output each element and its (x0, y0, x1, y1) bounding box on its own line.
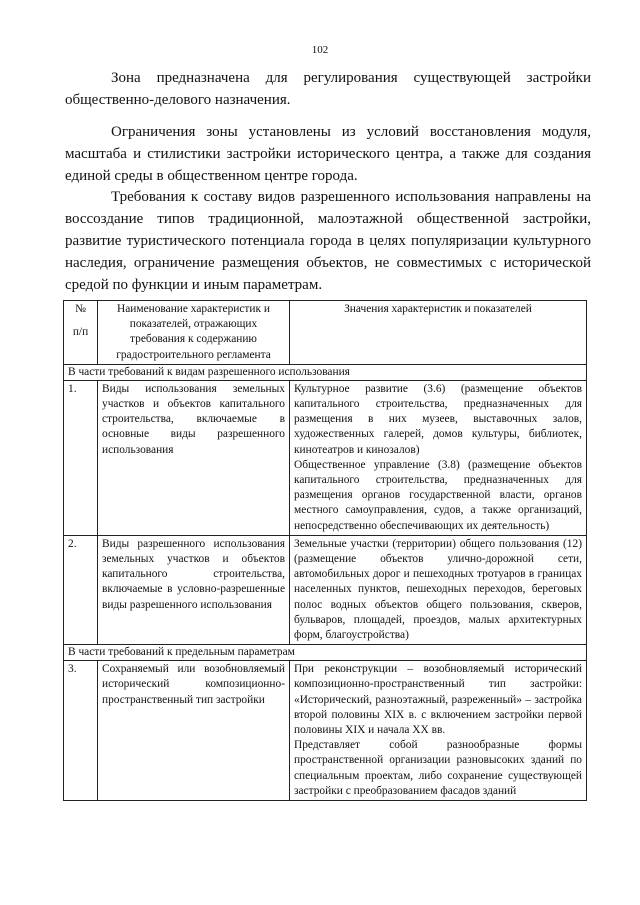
header-number-cell (64, 301, 98, 365)
row-name: Виды использования земельных участков и объектов капитального строительства, включаемые в основные виды разрешенного использования (98, 380, 290, 535)
table-row (64, 380, 587, 535)
section-title: В части требований к предельным параметрам (64, 645, 587, 661)
value-item: При реконструкции – возобновляемый исторический композиционно-пространственный тип застройки: «Исторический, разноэтажный, разреженный» – застройка второй половины XIX в. с включением застройки первой половины XIX и начала XX вв. (294, 663, 582, 737)
value-item: Культурное развитие (3.6) (размещение объектов капитального строительства, предназначенных для размещения в них музеев, выставочных залов, художественных галерей, домов культуры, библиотек, кинотеатров и кинозалов) (294, 382, 582, 456)
row-number: 2. (64, 535, 98, 644)
row-value (290, 661, 587, 801)
row-name: Виды разрешенного использования земельных участков и объектов капитального строительства, включаемые в условно-разрешенные виды разрешенного использования (98, 535, 290, 644)
header-number-abbrev: п/п (72, 326, 89, 339)
row-name: Сохраняемый или возобновляемый исторический композиционно-пространственный тип застройки (98, 661, 290, 801)
value-item: Земельные участки (территории) общего пользования (12) (размещение объектов улично-дорожной сети, автомобильных дорог и пешеходных тротуаров в границах населенных пунктов, пешеходных переходов, береговых полос водных объектов общего пользования, скверов, бульваров, площадей, проездов, малых архитектурных форм, благоустройства) (294, 537, 582, 642)
row-value (290, 535, 587, 644)
section-row-permitted-use (64, 364, 587, 380)
table-header-row (64, 301, 587, 365)
row-value (290, 380, 587, 535)
value-item: Представляет собой разнообразные формы пространственной организации разновысоких зданий по специальным проектам, либо сохранение существующей застройки с преобразованием фасадов зданий (294, 739, 582, 797)
page-number: 102 (311, 44, 329, 56)
table-row (64, 661, 587, 801)
section-row-limit-parameters (64, 645, 587, 661)
row-number: 1. (64, 380, 98, 535)
section-title: В части требований к видам разрешенного использования (64, 364, 587, 380)
paragraph-use-requirements: Требования к составу видов разрешенного использования направлены на воссоздание типов традиционной, малоэтажной общественной застройки, развитие туристического потенциала города в целях популяризации культурного наследия, ограничение размещения объектов, не совместимых с исторической средой по функции и иным параметрам. (65, 189, 591, 293)
header-value-cell: Значения характеристик и показателей (290, 301, 587, 365)
header-number-symbol: № (75, 303, 86, 315)
row-number: 3. (64, 661, 98, 801)
paragraph-zone-restrictions: Ограничения зоны установлены из условий восстановления модуля, масштаба и стилистики застройки исторического центра, а также для создания единой среды в общественном центре города. (65, 124, 591, 184)
table-row (64, 535, 587, 644)
requirements-table (63, 300, 587, 801)
paragraph-zone-purpose: Зона предназначена для регулирования существующей застройки общественно-делового назначения. (65, 70, 591, 108)
value-item: Общественное управление (3.8) (размещение объектов капитального строительства, предназначенных для размещения органов государственной власти, органов местного самоуправления, судов, а также организаций, непосредственно обеспечивающих их деятельность) (294, 458, 582, 532)
header-name-cell: Наименование характеристик и показателей, отражающих требования к содержанию градостроительного регламента (98, 301, 290, 365)
